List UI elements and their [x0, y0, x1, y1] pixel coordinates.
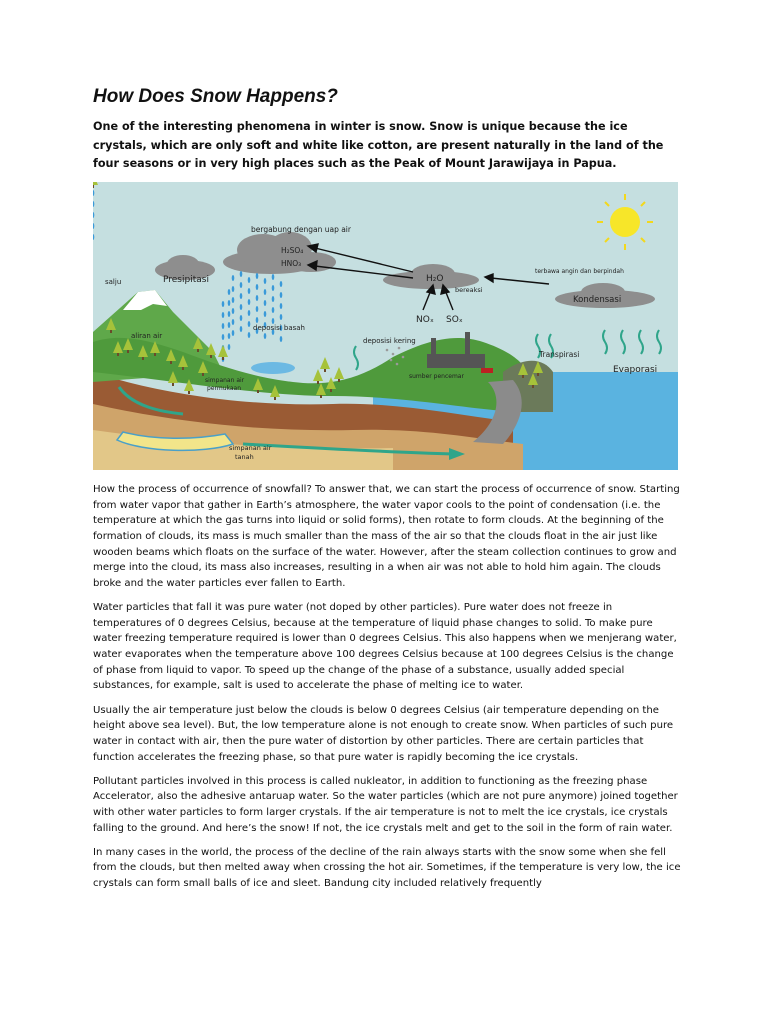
- label-evaporasi: Evaporasi: [613, 365, 658, 375]
- label-h2o: H₂O: [426, 274, 444, 284]
- label-h2so4: H₂SO₄: [281, 246, 304, 255]
- label-bereaksi: bereaksi: [455, 286, 483, 294]
- body-paragraph-4: Pollutant particles involved in this process is called nukleator, in addition to functioning as the freezing phase Accelerator, also the adhesive antaruap water. So the water particles (which are not pure anymore) joined together with other water particles to form larger crystals. If the air temperature is not to melt the ice crystals, ice crystals falling to the ground. And here’s the snow! If not, the ice crystals melt and get to the soil in the form of rain water.: [93, 775, 678, 834]
- body-text: [93, 482, 683, 900]
- body-paragraph-5: In many cases in the world, the process of the decline of the rain always starts with the snow some when she fell from the clouds, but then melted away when crossing the hot air. Sometimes, if the temperature is very low, the ice crystals can form small balls of ice and sleet. Bandung city included relatively frequently: [93, 846, 681, 890]
- label-deposisi-kering: deposisi kering: [363, 337, 416, 345]
- intro-paragraph: One of the interesting phenomena in winter is snow. Snow is unique because the ice crystals, which are only soft and white like cotton, are present naturally in the land of the four seasons or in very high places such as the Peak of Mount Jarawijaya in Papua.: [93, 120, 664, 170]
- label-bergabung: bergabung dengan uap air: [251, 225, 351, 234]
- label-kondensasi: Kondensasi: [573, 295, 622, 305]
- label-simpanan-permukaan-1: simpanan air: [205, 377, 245, 384]
- label-salju: salju: [105, 278, 122, 286]
- label-terbawa: terbawa angin dan berpindah: [535, 268, 624, 275]
- label-presipitasi: Presipitasi: [163, 275, 209, 285]
- label-simpanan-permukaan-2: permukaan: [207, 385, 242, 392]
- acid-rain-water-cycle-diagram: [93, 182, 678, 470]
- label-simpanan-tanah-2: tanah: [235, 453, 254, 461]
- label-deposisi-basah: deposisi basah: [253, 324, 305, 332]
- label-hno3: HNO₃: [281, 259, 302, 268]
- page-title: How Does Snow Happens?: [93, 86, 338, 107]
- car-icon: [481, 368, 493, 373]
- label-aliran-air: aliran air: [131, 332, 163, 340]
- body-paragraph-1: How the process of occurrence of snowfall? To answer that, we can start the process of occurrence of snow. Starting from water vapor that gather in Earth’s atmosphere, the water vapor cools to the point of condensation (i.e. the temperature at which the gas turns into liquid or solid forms), then rotate to form clouds. At the beginning of the formation of clouds, its mass is much smaller than the mass of the air so that the clouds float in the air just like wooden beams which floats on the surface of the water. However, after the steam collection continues to grow and merge into the cloud, its mass also increases, resulting in a when air was not able to hold him again. The clouds broke and the water particles ever fallen to Earth.: [93, 484, 680, 589]
- body-paragraph-2: Water particles that fall it was pure water (not doped by other particles). Pure water does not freeze in temperatures of 0 degrees Celsius, because at the temperature of liquid phase changes to solid. To make pure water freezing temperature required is lower than 0 degrees Celsius. This also happens when we menjerang water, water evaporates when the temperature above 100 degrees Celsius because at 100 degrees Celsius is the change of phase from liquid to vapor. To speed up the change of the phase of a substance, usually added special substances, for example, salt is used to accelerate the phase of melting ice to water.: [93, 602, 677, 692]
- label-simpanan-tanah-1: simpanan air: [229, 444, 272, 452]
- label-sox: SOₓ: [446, 315, 463, 325]
- body-paragraph-3: Usually the air temperature just below the clouds is below 0 degrees Celsius (air temperature depending on the height above sea level). But, the low temperature alone is not enough to create snow. When particles of such pure water in contact with air, then the pure water of distortion by other particles. There are certain particles that function accelerates the freezing phase, so that pure water is rapidly becoming the ice crystals.: [93, 704, 674, 763]
- label-sumber-pencemar: sumber pencemar: [409, 373, 464, 380]
- label-nox: NOₓ: [416, 315, 434, 325]
- surface-water: [251, 362, 295, 374]
- label-transpirasi: Transpirasi: [539, 350, 580, 359]
